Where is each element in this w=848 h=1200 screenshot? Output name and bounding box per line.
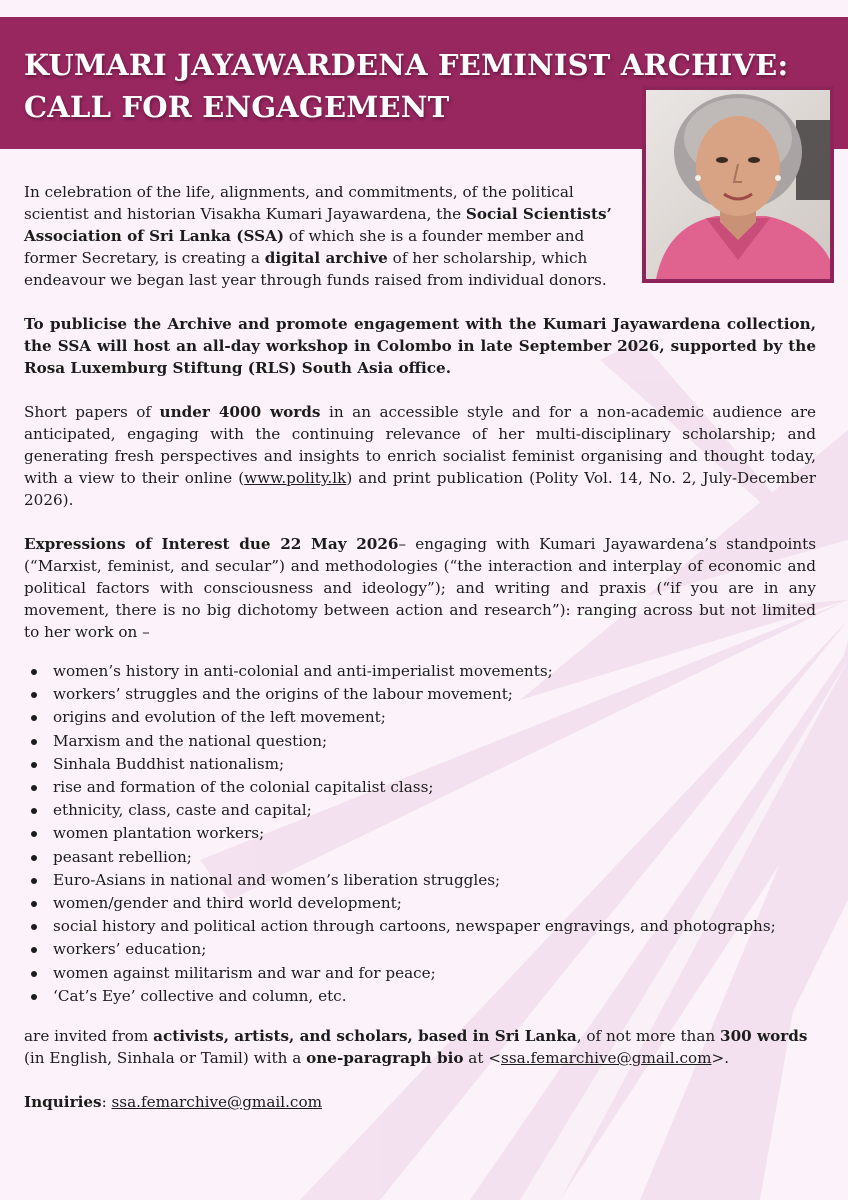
invite-bio-bold: one-paragraph bio	[306, 1049, 464, 1068]
invite-text-2: , of not more than	[576, 1027, 720, 1046]
papers-paragraph	[24, 401, 816, 511]
title-line-2: CALL FOR ENGAGEMENT	[24, 90, 450, 124]
interest-text: – engaging with Kumari Jayawardena’s standpoints (“Marxist, feminist, and secular”) and methodologies (“the interaction and interplay of economic and political factors with consciousness and ideology”); and writing and praxis (“if you are in any movement, there is no big dichotomy between action and research”): ranging across but not limited to her work on –	[24, 535, 817, 641]
inquiries-label: Inquiries	[24, 1093, 102, 1112]
invite-audience-bold: activists, artists, and scholars, based in Sri Lanka	[153, 1027, 577, 1046]
topic-item: Sinhala Buddhist nationalism;	[53, 753, 816, 776]
intro-text-1: In celebration of the life, alignments, and commitments, of the political scientist and historian Visakha Kumari Jayawardena, the	[24, 183, 574, 223]
main-content	[24, 181, 816, 1113]
invite-text-5: >.	[711, 1049, 730, 1068]
inquiries-separator: :	[101, 1093, 112, 1112]
intro-digital-archive-bold: digital archive	[264, 249, 388, 267]
topic-item: women against militarism and war and for peace;	[53, 962, 816, 985]
invite-word-limit-bold: 300 words	[720, 1027, 808, 1046]
portrait-photo	[642, 86, 834, 283]
topic-item: workers’ struggles and the origins of the labour movement;	[53, 683, 816, 706]
invite-text-1: are invited from	[24, 1027, 154, 1046]
papers-text-2: in an accessible style and for a non-academic audience are anticipated, engaging with the continuing relevance of her multi-disciplinary scholarship; and generating fresh perspectives and insights to enrich socialist feminist organising and thought today, with a view to their online (	[24, 403, 816, 487]
interest-deadline-bold: Expressions of Interest due 22 May 2026	[24, 535, 399, 553]
portrait-icon	[646, 90, 830, 279]
intro-text-3: of her scholarship, which endeavour we began last year through funds raised from individual donors.	[24, 249, 607, 289]
topic-item: Euro-Asians in national and women’s liberation struggles;	[53, 869, 816, 892]
workshop-paragraph	[24, 313, 816, 379]
polity-link[interactable]: www.polity.lk	[244, 469, 347, 487]
papers-word-limit-bold: under 4000 words	[159, 403, 321, 421]
topic-item: social history and political action through cartoons, newspaper engravings, and photographs;	[53, 915, 816, 938]
papers-text-3: ) and print publication (Polity Vol. 14, No. 2, July-December 2026).	[24, 469, 816, 509]
topic-item: rise and formation of the colonial capitalist class;	[53, 776, 816, 799]
title-line-1: KUMARI JAYAWARDENA FEMINIST ARCHIVE:	[24, 48, 789, 82]
topics-list	[24, 660, 816, 1008]
invite-email-link[interactable]: ssa.femarchive@gmail.com	[501, 1049, 712, 1068]
interest-paragraph	[24, 533, 816, 643]
inquiries-email-link[interactable]: ssa.femarchive@gmail.com	[111, 1093, 322, 1112]
topic-item: women plantation workers;	[53, 822, 816, 845]
invite-text-3: (in English, Sinhala or Tamil) with a	[24, 1049, 307, 1068]
intro-text-2: of which she is a founder member and former Secretary, is creating a	[24, 227, 585, 267]
topic-item: women/gender and third world development;	[53, 892, 816, 915]
invite-paragraph	[24, 1025, 816, 1069]
inquiries-line	[24, 1091, 816, 1113]
topic-item: peasant rebellion;	[53, 846, 816, 869]
topic-item: origins and evolution of the left movement;	[53, 706, 816, 729]
intro-ssa-bold: Social Scientists’ Association of Sri Lanka (SSA)	[24, 205, 612, 245]
invite-text-4: at <	[463, 1049, 502, 1068]
workshop-text: To publicise the Archive and promote engagement with the Kumari Jayawardena collection, the SSA will host an all-day workshop in Colombo in late September 2026, supported by the Rosa Luxemburg Stiftung (RLS) South Asia office.	[24, 315, 816, 377]
topic-item: women’s history in anti-colonial and anti-imperialist movements;	[53, 660, 816, 683]
topic-item: ethnicity, class, caste and capital;	[53, 799, 816, 822]
topic-item: workers’ education;	[53, 938, 816, 961]
papers-text-1: Short papers of	[24, 403, 160, 421]
topic-item: Marxism and the national question;	[53, 730, 816, 753]
intro-paragraph	[24, 181, 624, 291]
topic-item: ‘Cat’s Eye’ collective and column, etc.	[53, 985, 816, 1008]
